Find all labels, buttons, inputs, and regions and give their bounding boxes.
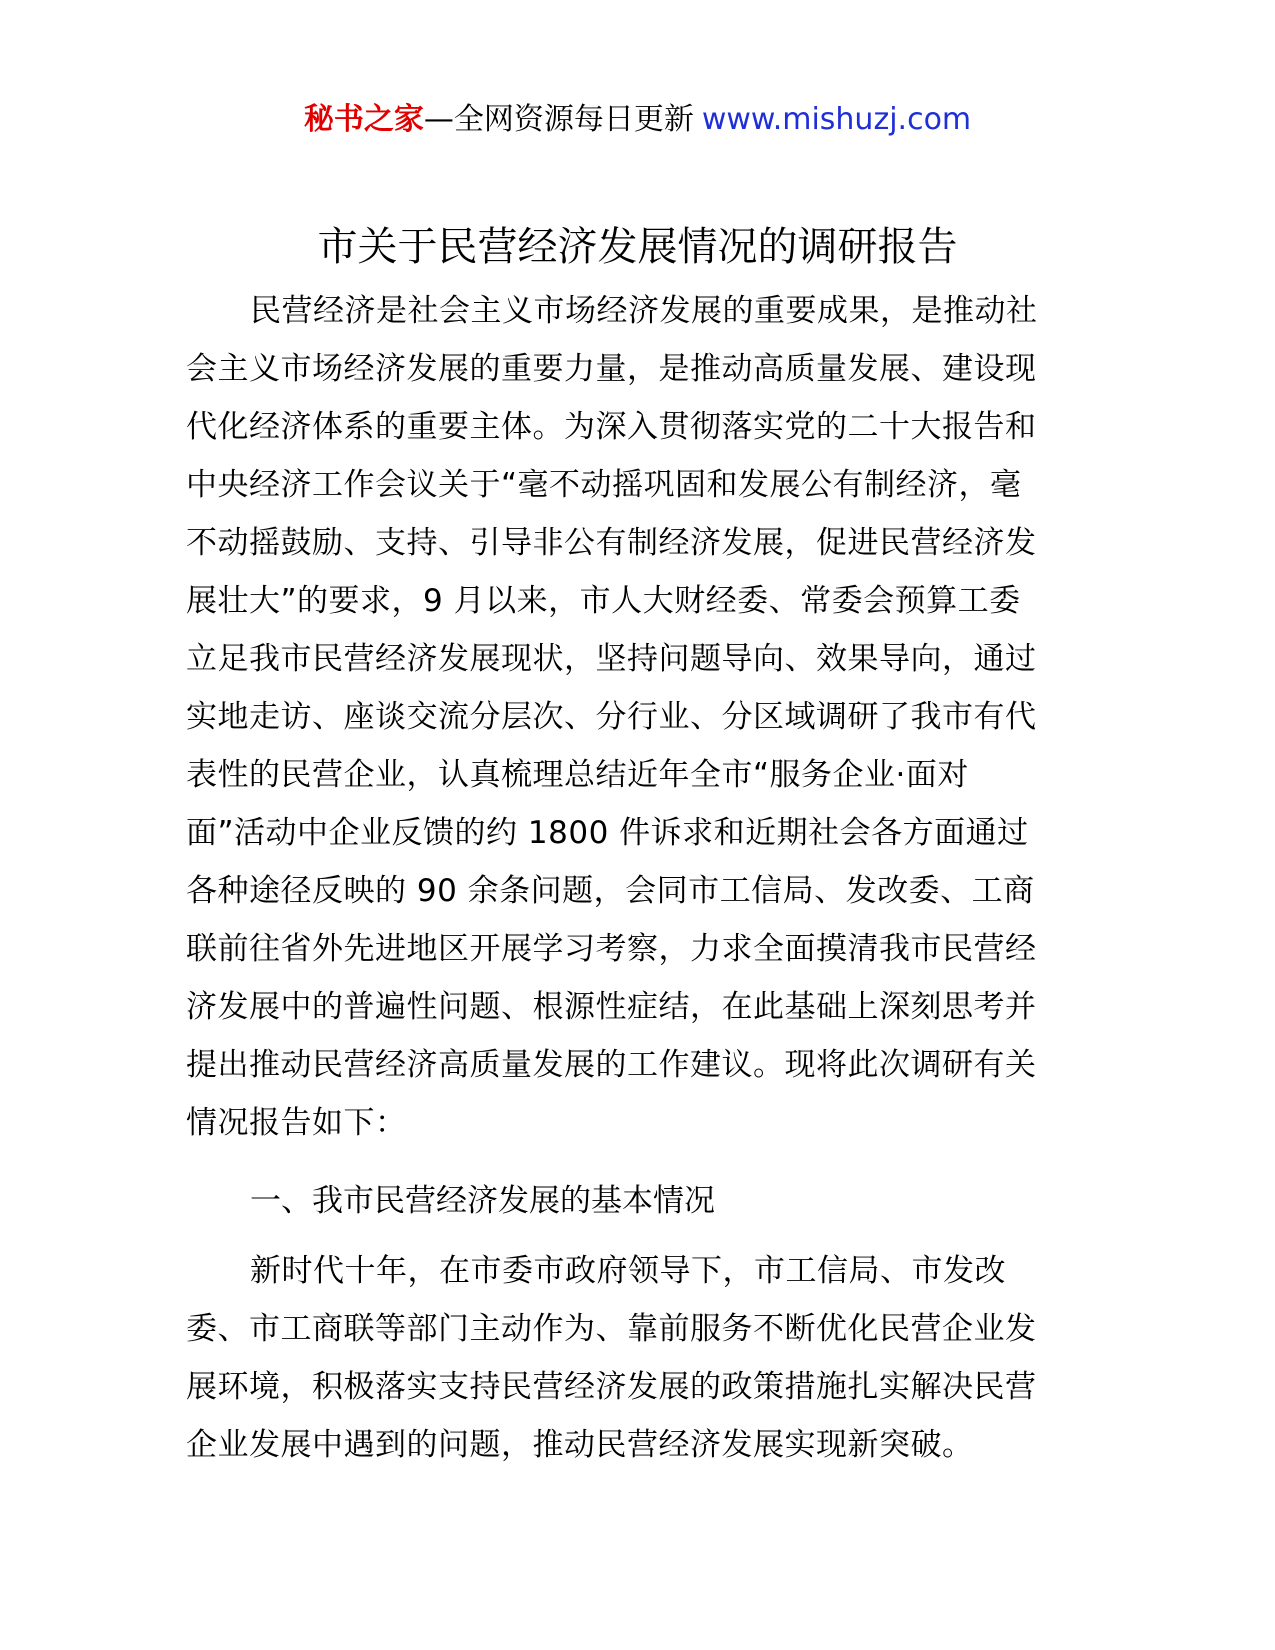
paragraph-line: 不动摇鼓励、支持、引导非公有制经济发展，促进民营经济发 xyxy=(186,525,1037,561)
paragraph-line: 济发展中的普遍性问题、根源性症结，在此基础上深刻思考并 xyxy=(186,989,1037,1025)
paragraph-line: 企业发展中遇到的问题，推动民营经济发展实现新突破。 xyxy=(186,1427,974,1463)
paragraph-line: 展壮大”的要求，9 月以来，市人大财经委、常委会预算工委 xyxy=(186,583,1021,619)
paragraph-line: 立足我市民营经济发展现状，坚持问题导向、效果导向，通过 xyxy=(186,641,1037,677)
section-heading: 一、我市民营经济发展的基本情况 xyxy=(250,1183,715,1219)
paragraph-line: 新时代十年，在市委市政府领导下，市工信局、市发改 xyxy=(250,1253,1006,1289)
paragraph-line: 各种途径反映的 90 余条问题，会同市工信局、发改委、工商 xyxy=(186,873,1035,909)
paragraph-line: 民营经济是社会主义市场经济发展的重要成果，是推动社 xyxy=(250,293,1038,329)
paragraph-line: 会主义市场经济发展的重要力量，是推动高质量发展、建设现 xyxy=(186,351,1037,387)
paragraph-line: 面”活动中企业反馈的约 1800 件诉求和近期社会各方面通过 xyxy=(186,815,1029,851)
site-header xyxy=(0,100,1275,140)
paragraph-line: 表性的民营企业，认真梳理总结近年全市“服务企业·面对 xyxy=(186,757,969,793)
paragraph-line: 代化经济体系的重要主体。为深入贯彻落实党的二十大报告和 xyxy=(186,409,1037,445)
paragraph-line: 展环境，积极落实支持民营经济发展的政策措施扎实解决民营 xyxy=(186,1369,1037,1405)
paragraph-line: 中央经济工作会议关于“毫不动摇巩固和发展公有制经济，毫 xyxy=(186,467,1022,503)
intro-paragraph xyxy=(186,282,1091,1152)
paragraph-line: 提出推动民营经济高质量发展的工作建议。现将此次调研有关 xyxy=(186,1047,1037,1083)
paragraph-line: 联前往省外先进地区开展学习考察，力求全面摸清我市民营经 xyxy=(186,931,1037,967)
site-tagline: —全网资源每日更新 xyxy=(423,102,694,137)
site-url-link[interactable]: www.mishuzj.com xyxy=(701,102,972,137)
paragraph-line: 情况报告如下： xyxy=(186,1105,407,1141)
document-title: 市关于民营经济发展情况的调研报告 xyxy=(317,224,958,270)
paragraph-line: 实地走访、座谈交流分层次、分行业、分区域调研了我市有代 xyxy=(186,699,1037,735)
site-brand: 秘书之家 xyxy=(303,102,424,137)
section-paragraph xyxy=(186,1242,1091,1474)
paragraph-line: 委、市工商联等部门主动作为、靠前服务不断优化民营企业发 xyxy=(186,1311,1037,1347)
